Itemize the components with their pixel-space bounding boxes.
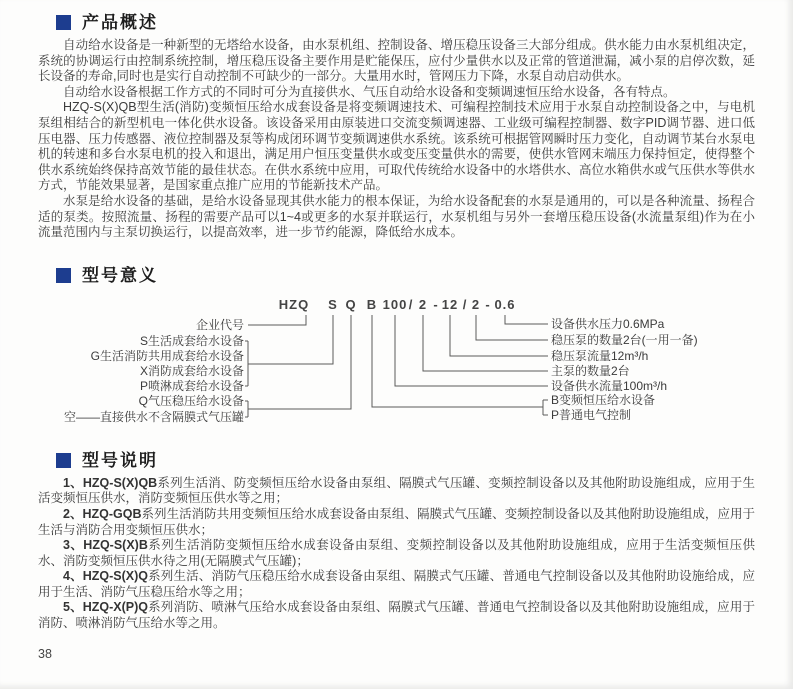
paragraph: 自动给水设备根据工作方式的不同时可分为直接供水、气压自动给水设备和变频调速恒压给水设备，各有特点。 xyxy=(63,84,676,99)
model-description-text: 系列生活消防共用变频恒压给水成套设备由泵组、隔膜式气压罐、变频控制设备以及其他附助设施组成，应用于生活与消防合用变频恒压供水； xyxy=(38,506,755,537)
model-description-item xyxy=(38,476,755,507)
model-code-token: / xyxy=(408,296,414,312)
diagram-left-label: 企业代号 xyxy=(195,317,244,332)
section-header-model-meaning xyxy=(56,267,755,284)
diagram-right-label: P普通电气控制 xyxy=(551,407,632,422)
paragraph: HZQ-S(X)QB型生活(消防)变频恒压给水成套设备是将变频调速技术、可编程控制技术应用于水泵自动控制设备之中，与电机泵组相结合的新型机电一体化供水设备。该设备采用由原装进口交流变频调速器、工业级可编程控制器、数字PID调节器、进口低压电器、压力传感器、液位控制器及泵等构成闭环调节变频调速供水系统。该系统可根据管网瞬时压力变化，自动调节某台水泵电机的转速和多台水泵电机的投入和退出，满足用户恒压变量供水或变压变量供水的需要，使供水管网末端压力保持恒定，使得整个供水系统始终保持高效节能的最佳状态。在供水系统中应用，可取代传统给水设备中的水塔供水、高位水箱供水或气压供水等供水方式，节能效果显著，是国家重点推广应用的节能新技术产品。 xyxy=(38,100,755,193)
model-description-text: 系列生活消防变频恒压给水成套设备由泵组、变频控制设备以及其他附助设施组成，应用于生活变频恒压供水、消防变频恒压供水待之用(无隔膜式气压罐)； xyxy=(38,538,755,568)
diagram-right-label: 主泵的数量2台 xyxy=(551,363,630,378)
model-description-item xyxy=(38,538,755,569)
model-code-token: 12 xyxy=(441,296,459,312)
model-code-token: Q xyxy=(345,296,357,312)
section-bullet-square xyxy=(56,15,71,30)
diagram-left-label: Q气压稳压给水设备 xyxy=(138,393,244,408)
model-code-token: 100 xyxy=(382,296,408,312)
model-code-token: 2 xyxy=(418,296,428,312)
paragraph: 自动给水设备是一种新型的无塔给水设备，由水泵机组、控制设备、增压稳压设备三大部分组成。供水能力由水泵机组决定，系统的协调运行由控制系统控制，增压稳压设备主要作用是贮能保压，应付少量供水以及正常的管道泄漏，减小泵的启停次数，延长设备的寿命,同时也是实行自动控制不可缺少的一部分。大量用水时，管网压力下降，水泵自动启动供水。 xyxy=(38,38,755,84)
model-code-lead: 5、HZQ-X(P)Q xyxy=(63,600,149,615)
diagram-right-label: B变频恒压给水设备 xyxy=(551,392,656,407)
diagram-right-label: 稳压泵的数量2台(一用一备) xyxy=(551,332,698,347)
model-code-token: HZQ xyxy=(278,296,310,312)
section-bullet-square xyxy=(56,268,71,283)
model-description-text: 系列生活、消防气压稳压给水成套设备由泵组、隔膜式气压罐、普通电气控制设备以及其他附助设施给成，应用于生活、消防气压稳压给水等之用； xyxy=(38,569,755,599)
section-title-overview: 产品概述 xyxy=(82,13,158,32)
paragraph: 水泵是给水设备的基础，是给水设备显现其供水能力的根本保证，为给水设备配套的水泵是通用的，可以是各种流量、扬程合适的泵类。按照流量、扬程的需要产品可以1~4或更多的水泵并联运行，水泵机组与另外一套增压稳压设备(水流量泵组)作为在小流量范围内与主泵切换运行，以提高效率，进一步节约能源，降低给水成本。 xyxy=(38,193,755,240)
model-description-item xyxy=(38,600,755,631)
diagram-right-labels xyxy=(551,316,698,422)
model-code xyxy=(279,297,516,312)
model-code-lead: 2、HZQ-GQB xyxy=(63,506,142,521)
section-header-model-description xyxy=(56,452,755,469)
model-code-lead: 4、HZQ-S(X)Q xyxy=(63,569,149,584)
section-title-model-description: 型号说明 xyxy=(82,450,158,470)
model-code-token: - xyxy=(485,296,491,312)
section-title-model-meaning: 型号意义 xyxy=(82,265,158,285)
model-code-token: / xyxy=(462,296,468,312)
diagram-right-label: 稳压泵流量12m³/h xyxy=(551,348,649,363)
model-code-token: B xyxy=(366,296,378,312)
diagram-left-label: X消防成套给水设备 xyxy=(139,363,244,378)
diagram-left-labels xyxy=(64,317,244,424)
model-description-text: 系列生活消、防变频恒压给水设备由泵组、隔膜式气压罐、变频控制设备以及其他附助设施组成，应用于生活变频恒压供水，消防变频恒压供水等之用； xyxy=(38,475,755,506)
model-code-diagram-svg xyxy=(48,291,748,431)
diagram-right-label: 设备供水压力0.6MPa xyxy=(551,316,665,331)
diagram-left-label: G生活消防共用成套给水设备 xyxy=(90,348,244,363)
model-code-diagram xyxy=(48,291,755,436)
section-header-overview xyxy=(56,14,755,31)
model-code-lead: 1、HZQ-S(X)QB xyxy=(63,475,158,490)
model-code-token: S xyxy=(328,296,338,312)
model-description-body xyxy=(38,476,755,632)
model-code-token: 0.6 xyxy=(494,296,516,312)
model-description-item xyxy=(38,569,755,600)
model-description-item xyxy=(38,507,755,538)
model-description-text: 系列消防、喷淋气压给水成套设备由泵组、隔膜式气压罐、普通电气控制设备以及其他附助设施组成，应用于消防、喷淋消防气压给水等之用。 xyxy=(38,600,755,631)
overview-body xyxy=(38,38,755,241)
section-bullet-square xyxy=(56,453,71,468)
page-number: 38 xyxy=(38,647,52,661)
diagram-left-label: 空——直接供水不含隔膜式气压罐 xyxy=(63,409,244,424)
section-model-description xyxy=(38,452,755,632)
diagram-left-label: P喷淋成套给水设备 xyxy=(139,378,244,393)
diagram-lines xyxy=(245,315,548,417)
section-product-overview xyxy=(38,14,755,241)
model-code-lead: 3、HZQ-S(X)B xyxy=(63,538,148,553)
diagram-left-label: S生活成套给水设备 xyxy=(139,333,244,348)
section-model-meaning xyxy=(38,267,755,436)
model-code-token: - xyxy=(433,296,439,312)
model-code-token: 2 xyxy=(471,296,481,312)
diagram-right-label: 设备供水流量100m³/h xyxy=(551,378,668,393)
